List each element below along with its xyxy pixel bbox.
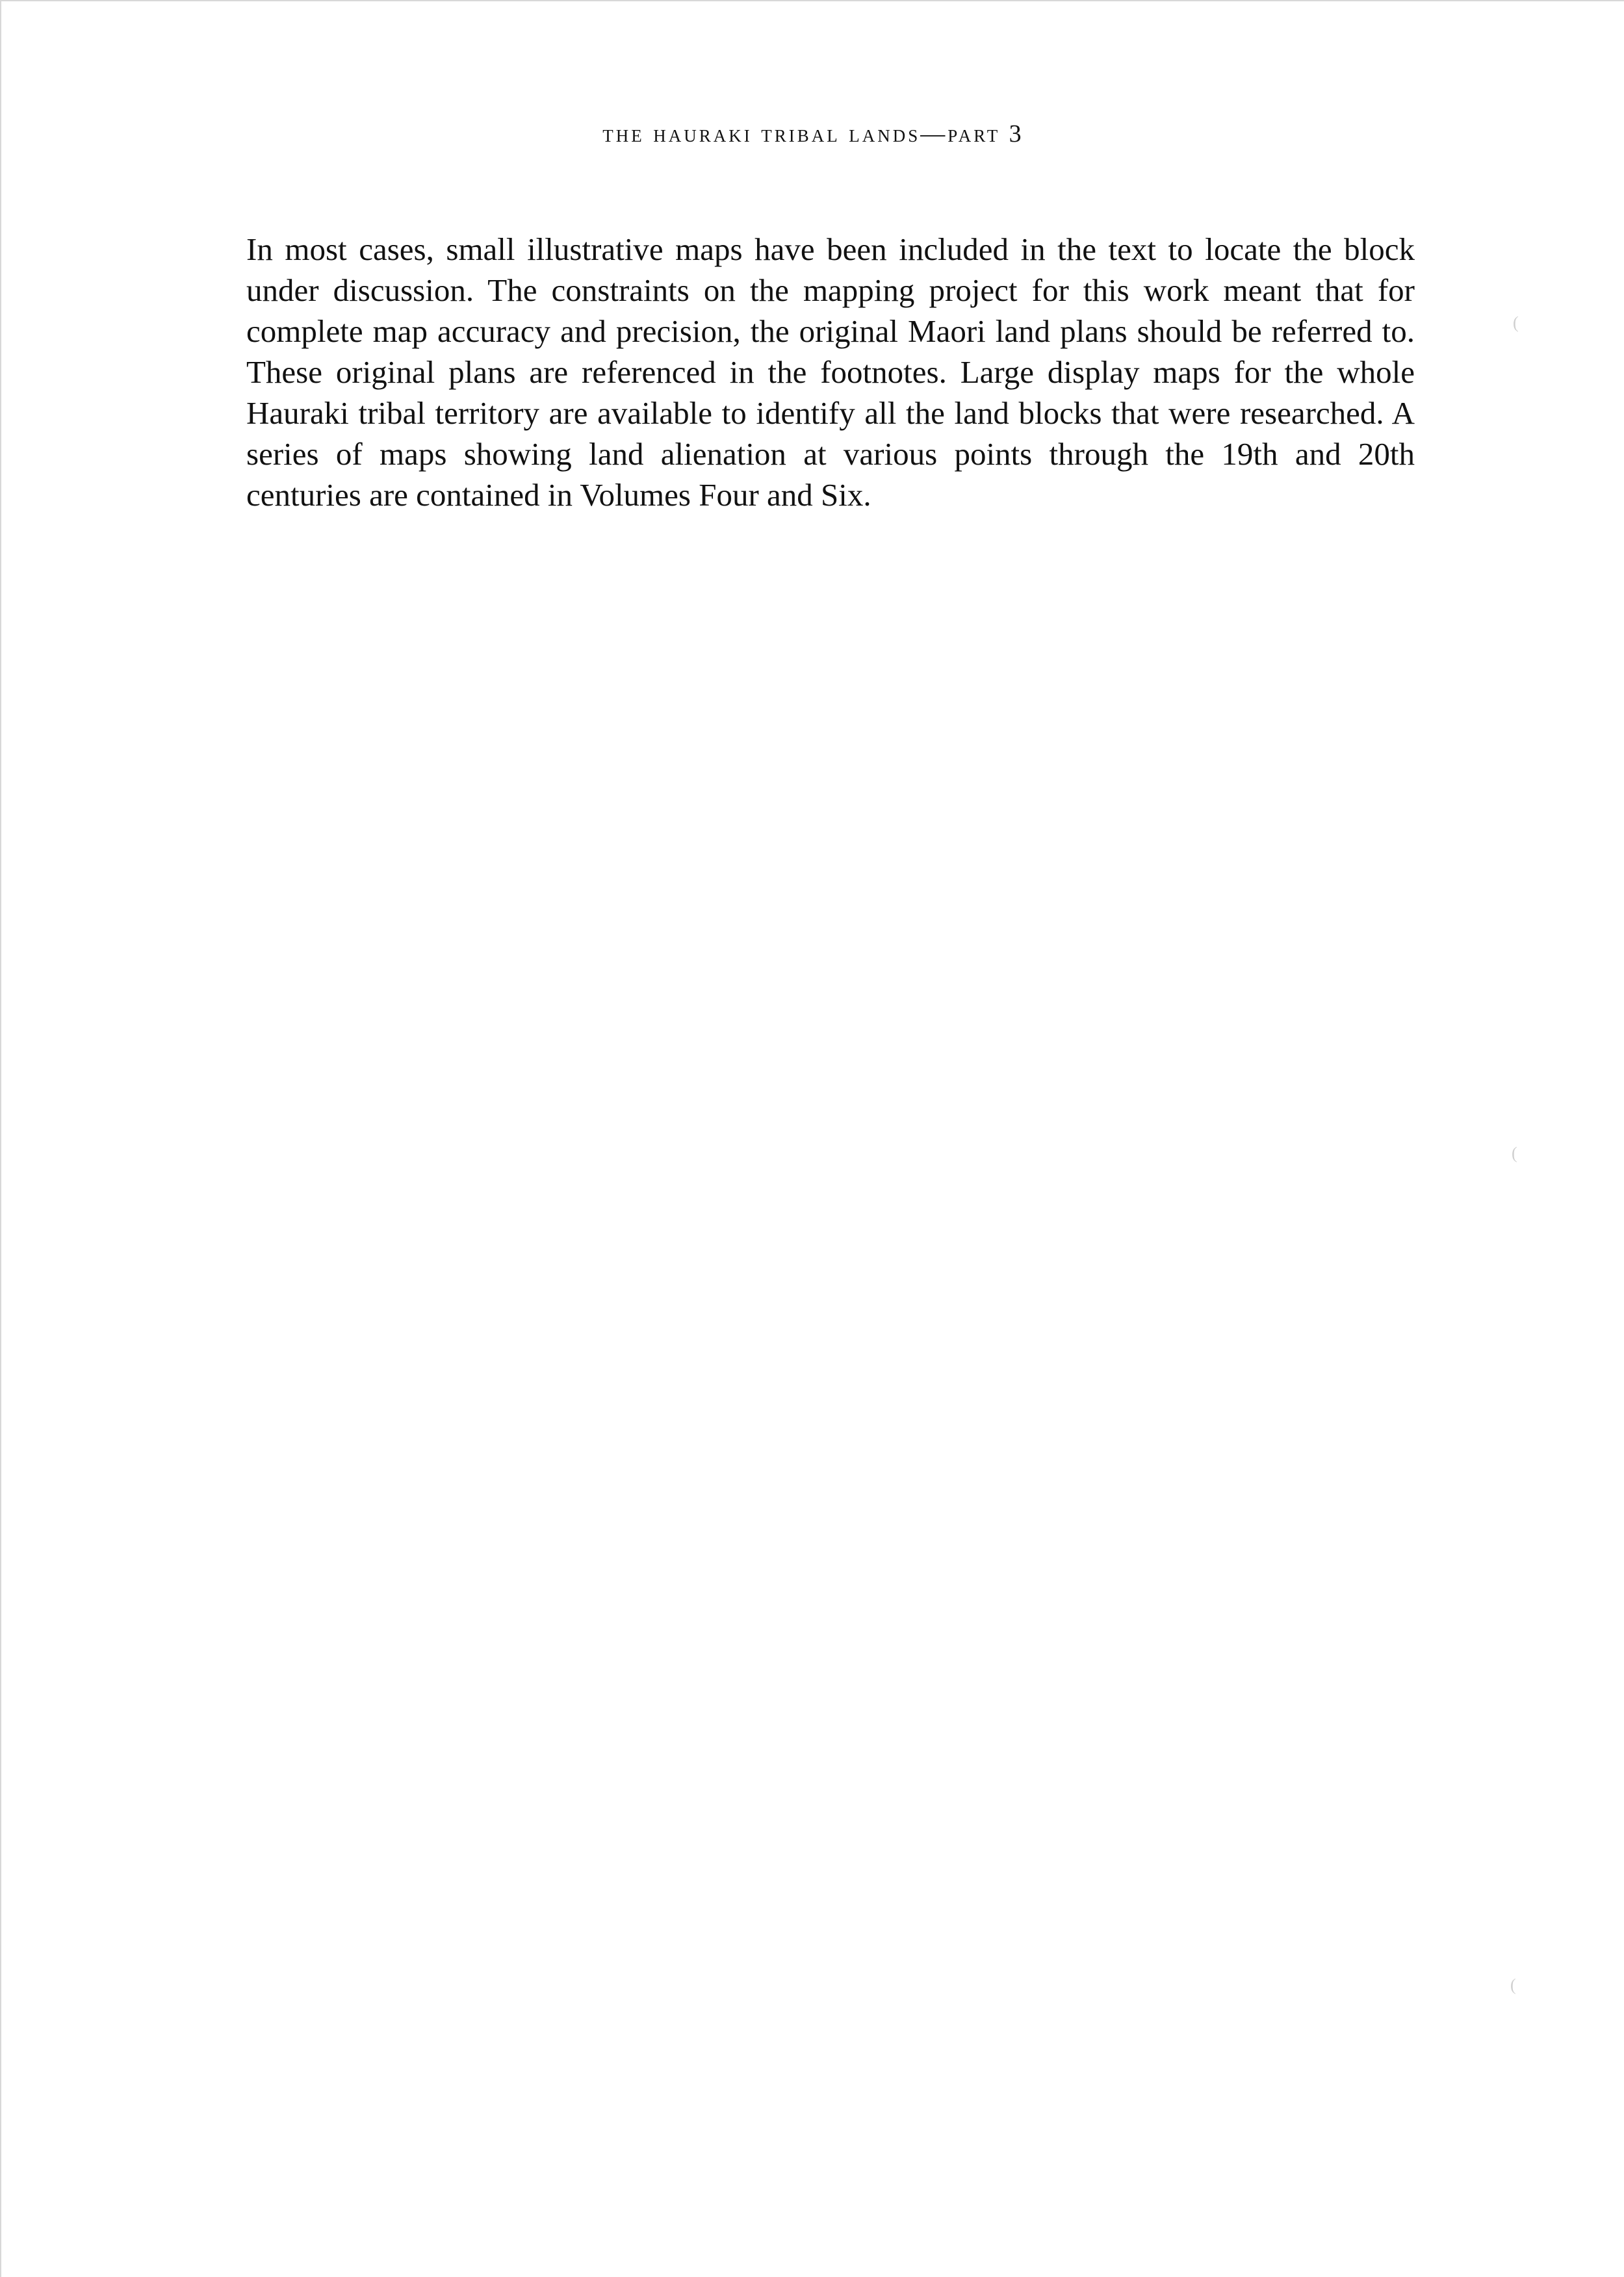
scan-artifact: ( xyxy=(1512,1144,1517,1163)
body-paragraph: In most cases, small illustrative maps have been included in the text to locate the block under discussion. The constraints on the mapping project for this work meant that for complete map accuracy and precision, the original Maori land plans should be referred to. These original plans are referenced in the footnotes. Large display maps for the whole Hauraki tribal territory are available to identify all the land blocks that were researched. A series of maps showing land alienation at various points through the 19th and 20th centuries are contained in Volumes Four and Six. xyxy=(246,231,1415,513)
running-head: the hauraki tribal lands—part 3 xyxy=(602,120,1024,148)
scan-artifact: ( xyxy=(1513,313,1519,332)
scan-artifact: ( xyxy=(1510,1975,1516,1994)
